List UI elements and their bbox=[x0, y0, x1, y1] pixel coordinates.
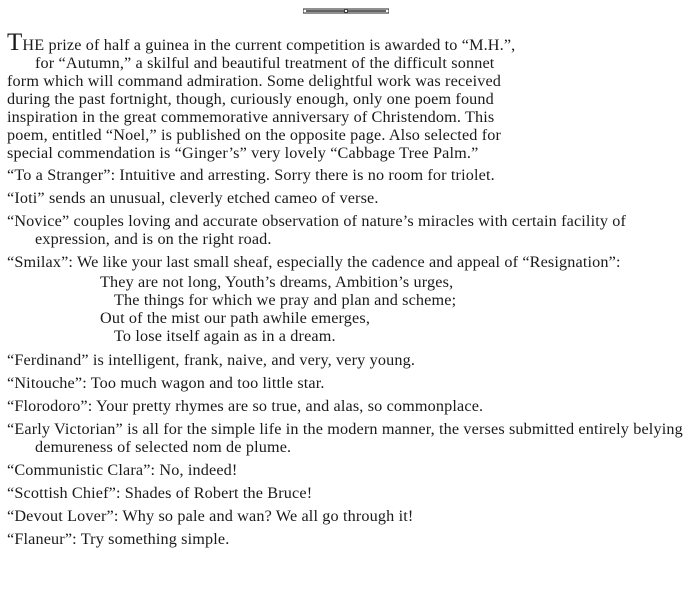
comment-entry: “Smilax”: We like your last small sheaf, especially the cadence and appeal of “Resignation”: bbox=[7, 253, 621, 271]
comment-entry: “Novice” couples loving and accurate observation of nature’s miracles with certain facility of expression, and is on the right road. bbox=[7, 212, 627, 248]
intro-line: THE prize of half a guinea in the current competition is awarded to “M.H.”, bbox=[7, 29, 516, 56]
verse-line: Out of the mist our path awhile emerges, bbox=[100, 309, 371, 327]
comment-entry: “Communistic Clara”: No, indeed! bbox=[7, 461, 238, 479]
verse-line: They are not long, Youth’s dreams, Ambition’s urges, bbox=[100, 273, 454, 291]
intro-line: poem, entitled “Noel,” is published on the opposite page. Also selected for bbox=[7, 126, 502, 144]
drop-cap: T bbox=[7, 29, 23, 56]
intro-line: special commendation is “Ginger’s” very lovely “Cabbage Tree Palm.” bbox=[7, 144, 479, 162]
comment-entry: “Ferdinand” is intelligent, frank, naive, and very, very young. bbox=[7, 351, 416, 369]
verse-line: To lose itself again as in a dream. bbox=[114, 327, 336, 345]
comment-entry: “Nitouche”: Too much wagon and too little star. bbox=[7, 374, 325, 392]
comment-entry: “Flaneur”: Try something simple. bbox=[7, 530, 230, 548]
comment-entry: “Ioti” sends an unusual, cleverly etched cameo of verse. bbox=[7, 189, 379, 207]
verse-quote bbox=[7, 273, 691, 345]
comment-entry: “Florodoro”: Your pretty rhymes are so true, and alas, so commonplace. bbox=[7, 397, 484, 415]
comment-entry: “To a Stranger”: Intuitive and arresting. Sorry there is no room for triolet. bbox=[7, 166, 495, 184]
intro-line: during the past fortnight, though, curiously enough, only one poem found bbox=[7, 90, 494, 108]
comment-entry: “Devout Lover”: Why so pale and wan? We all go through it! bbox=[7, 507, 414, 525]
comment-entry: “Early Victorian” is all for the simple life in the modern manner, the verses submitted entirely belying demureness of selected nom de plume. bbox=[7, 420, 683, 456]
intro-line: for “Autumn,” a skilful and beautiful treatment of the difficult sonnet bbox=[35, 54, 495, 72]
comment-entry: “Scottish Chief”: Shades of Robert the Bruce! bbox=[7, 484, 313, 502]
column-text bbox=[7, 29, 691, 553]
intro-line: form which will command admiration. Some delightful work was received bbox=[7, 72, 502, 90]
verse-line: The things for which we pray and plan and scheme; bbox=[114, 291, 457, 309]
intro-line: inspiration in the great commemorative anniversary of Christendom. This bbox=[7, 108, 495, 126]
intro-paragraph bbox=[7, 29, 691, 162]
ornament-rule-icon bbox=[303, 7, 389, 15]
